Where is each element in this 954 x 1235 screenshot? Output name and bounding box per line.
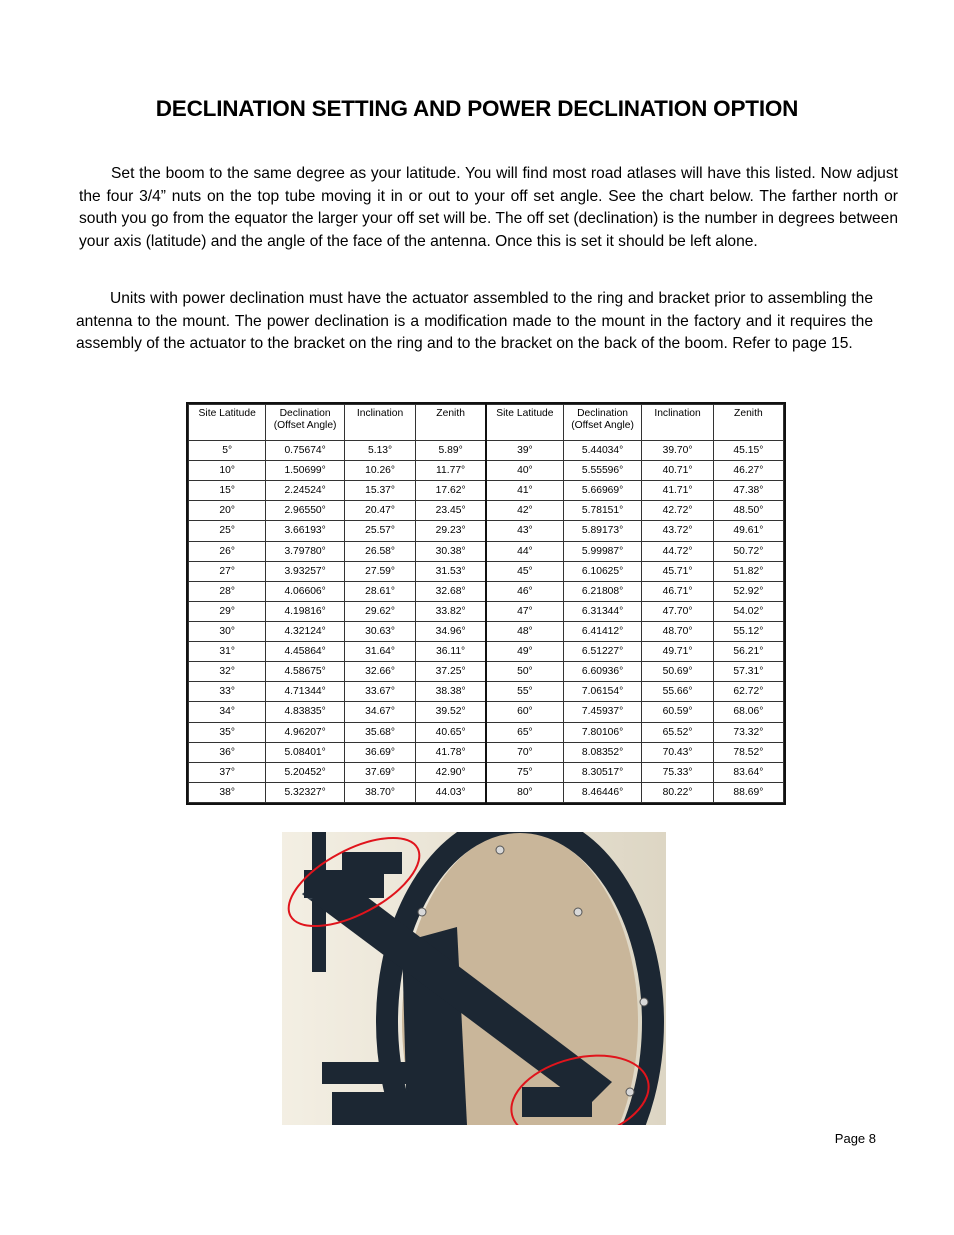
table-cell: 47° — [486, 601, 563, 621]
table-cell: 8.46446° — [563, 782, 642, 802]
table-cell: 5.89° — [416, 441, 486, 461]
page-number: Page 8 — [834, 1131, 876, 1146]
table-cell: 27° — [189, 561, 266, 581]
table-cell: 47.70° — [642, 601, 713, 621]
table-cell: 2.96550° — [266, 501, 345, 521]
table-cell: 7.06154° — [563, 682, 642, 702]
table-cell: 44.03° — [416, 782, 486, 802]
table-cell: 31° — [189, 642, 266, 662]
table-cell: 39.70° — [642, 441, 713, 461]
table-cell: 36.11° — [416, 642, 486, 662]
table-cell: 17.62° — [416, 481, 486, 501]
table-cell: 5.20452° — [266, 762, 345, 782]
table-cell: 55.12° — [713, 621, 783, 641]
table-cell: 49° — [486, 642, 563, 662]
table-cell: 33.67° — [344, 682, 415, 702]
table-cell: 5.32327° — [266, 782, 345, 802]
table-cell: 38.70° — [344, 782, 415, 802]
table-cell: 37.69° — [344, 762, 415, 782]
table-cell: 5.55596° — [563, 461, 642, 481]
header-declination: Declination (Offset Angle) — [563, 405, 642, 441]
table-cell: 35.68° — [344, 722, 415, 742]
header-zenith: Zenith — [713, 405, 783, 441]
table-cell: 83.64° — [713, 762, 783, 782]
table-cell: 5.66969° — [563, 481, 642, 501]
table-cell: 60.59° — [642, 702, 713, 722]
table-cell: 31.53° — [416, 561, 486, 581]
table-cell: 52.92° — [713, 581, 783, 601]
table-cell: 47.38° — [713, 481, 783, 501]
header-site-latitude: Site Latitude — [486, 405, 563, 441]
table-row — [189, 662, 784, 682]
table-cell: 26.58° — [344, 541, 415, 561]
table-cell: 6.10625° — [563, 561, 642, 581]
table-cell: 36.69° — [344, 742, 415, 762]
table-cell: 38.38° — [416, 682, 486, 702]
table-cell: 3.66193° — [266, 521, 345, 541]
table-cell: 51.82° — [713, 561, 783, 581]
table-cell: 50.72° — [713, 541, 783, 561]
table-cell: 65° — [486, 722, 563, 742]
table-row — [189, 762, 784, 782]
table-row — [189, 742, 784, 762]
header-declination: Declination (Offset Angle) — [266, 405, 345, 441]
paragraph-power-declination: Units with power declination must have the actuator assembled to the ring and bracket prior to assembling the antenna to the mount. The power declination is a modification made to the mount in the factory and it requires the assembly of the actuator to the bracket on the ring and to the bracket on the back of the boom. Refer to page 15. — [76, 290, 873, 353]
table-cell: 23.45° — [416, 501, 486, 521]
table-cell: 3.93257° — [266, 561, 345, 581]
table-cell: 46.27° — [713, 461, 783, 481]
table-cell: 45.15° — [713, 441, 783, 461]
table-cell: 50° — [486, 662, 563, 682]
table-cell: 42.72° — [642, 501, 713, 521]
table-cell: 88.69° — [713, 782, 783, 802]
table-cell: 7.80106° — [563, 722, 642, 742]
table-cell: 25° — [189, 521, 266, 541]
table-cell: 70° — [486, 742, 563, 762]
table-row — [189, 561, 784, 581]
table-cell: 4.45864° — [266, 642, 345, 662]
table-cell: 35° — [189, 722, 266, 742]
table-cell: 34.67° — [344, 702, 415, 722]
table-cell: 4.32124° — [266, 621, 345, 641]
table-cell: 32.66° — [344, 662, 415, 682]
table-cell: 1.50699° — [266, 461, 345, 481]
table-cell: 46.71° — [642, 581, 713, 601]
table-row — [189, 581, 784, 601]
table-cell: 41.78° — [416, 742, 486, 762]
table-cell: 8.30517° — [563, 762, 642, 782]
table-cell: 54.02° — [713, 601, 783, 621]
table-cell: 57.31° — [713, 662, 783, 682]
table-cell: 15.37° — [344, 481, 415, 501]
table-cell: 42.90° — [416, 762, 486, 782]
table-cell: 34° — [189, 702, 266, 722]
header-inclination: Inclination — [642, 405, 713, 441]
paragraph-declination-setting: Set the boom to the same degree as your latitude. You will find most road atlases will have this listed. Now adjust the four 3/4” nuts on the top tube moving it in or out to your off set angle. See the chart below. The farther north or south you go from the equator the larger your off set will be. The off set (declination) is the number in degrees between your axis (latitude) and the angle of the face of the antenna. Once this is set it should be left alone. — [79, 165, 898, 250]
table-cell: 30° — [189, 621, 266, 641]
table-cell: 78.52° — [713, 742, 783, 762]
table-cell: 28° — [189, 581, 266, 601]
table-cell: 28.61° — [344, 581, 415, 601]
table-cell: 55.66° — [642, 682, 713, 702]
table-cell: 80.22° — [642, 782, 713, 802]
table-cell: 33° — [189, 682, 266, 702]
table-cell: 36° — [189, 742, 266, 762]
table-cell: 48.50° — [713, 501, 783, 521]
table-cell: 6.60936° — [563, 662, 642, 682]
table-cell: 44° — [486, 541, 563, 561]
table-cell: 43° — [486, 521, 563, 541]
table-cell: 11.77° — [416, 461, 486, 481]
table-cell: 75.33° — [642, 762, 713, 782]
header-inclination: Inclination — [344, 405, 415, 441]
table-cell: 10° — [189, 461, 266, 481]
table-cell: 4.06606° — [266, 581, 345, 601]
table-cell: 75° — [486, 762, 563, 782]
page-title: DECLINATION SETTING AND POWER DECLINATION OPTION — [155, 96, 799, 121]
table-cell: 43.72° — [642, 521, 713, 541]
table-cell: 56.21° — [713, 642, 783, 662]
table-row — [189, 541, 784, 561]
header-zenith: Zenith — [416, 405, 486, 441]
table-cell: 4.83835° — [266, 702, 345, 722]
table-cell: 60° — [486, 702, 563, 722]
table-cell: 65.52° — [642, 722, 713, 742]
table-cell: 7.45937° — [563, 702, 642, 722]
table-cell: 10.26° — [344, 461, 415, 481]
table-cell: 48.70° — [642, 621, 713, 641]
table-cell: 32.68° — [416, 581, 486, 601]
table-cell: 50.69° — [642, 662, 713, 682]
table-cell: 5.89173° — [563, 521, 642, 541]
table-row — [189, 682, 784, 702]
table-cell: 55° — [486, 682, 563, 702]
table-cell: 41.71° — [642, 481, 713, 501]
header-site-latitude: Site Latitude — [189, 405, 266, 441]
table-row — [189, 501, 784, 521]
table-row — [189, 782, 784, 802]
table-cell: 30.38° — [416, 541, 486, 561]
table-cell: 80° — [486, 782, 563, 802]
table-cell: 32° — [189, 662, 266, 682]
table-cell: 2.24524° — [266, 481, 345, 501]
table-cell: 40.71° — [642, 461, 713, 481]
table-cell: 6.51227° — [563, 642, 642, 662]
table-cell: 68.06° — [713, 702, 783, 722]
table-cell: 26° — [189, 541, 266, 561]
table-cell: 5.13° — [344, 441, 415, 461]
table-cell: 5.44034° — [563, 441, 642, 461]
table-cell: 40.65° — [416, 722, 486, 742]
table-body — [189, 441, 784, 803]
table-row — [189, 621, 784, 641]
table-cell: 39.52° — [416, 702, 486, 722]
table-cell: 4.19816° — [266, 601, 345, 621]
table-cell: 20° — [189, 501, 266, 521]
table-cell: 20.47° — [344, 501, 415, 521]
antenna-mount-image — [282, 832, 666, 1125]
table-cell: 15° — [189, 481, 266, 501]
table-row — [189, 461, 784, 481]
table-cell: 45° — [486, 561, 563, 581]
table-cell: 29.62° — [344, 601, 415, 621]
table-row — [189, 481, 784, 501]
table-cell: 49.61° — [713, 521, 783, 541]
table-cell: 4.96207° — [266, 722, 345, 742]
table-cell: 31.64° — [344, 642, 415, 662]
table-cell: 37° — [189, 762, 266, 782]
table-cell: 30.63° — [344, 621, 415, 641]
table-cell: 4.58675° — [266, 662, 345, 682]
table-cell: 45.71° — [642, 561, 713, 581]
table-cell: 33.82° — [416, 601, 486, 621]
table-cell: 27.59° — [344, 561, 415, 581]
table-cell: 44.72° — [642, 541, 713, 561]
table-cell: 29° — [189, 601, 266, 621]
table-cell: 42° — [486, 501, 563, 521]
table-cell: 29.23° — [416, 521, 486, 541]
table-cell: 5.08401° — [266, 742, 345, 762]
declination-table — [186, 402, 786, 805]
table-cell: 70.43° — [642, 742, 713, 762]
antenna-mount-photo — [282, 832, 666, 1125]
table-cell: 5° — [189, 441, 266, 461]
table-cell: 25.57° — [344, 521, 415, 541]
table-cell: 6.31344° — [563, 601, 642, 621]
table-cell: 34.96° — [416, 621, 486, 641]
table-cell: 8.08352° — [563, 742, 642, 762]
table-cell: 6.21808° — [563, 581, 642, 601]
table-cell: 48° — [486, 621, 563, 641]
table-cell: 62.72° — [713, 682, 783, 702]
table-row — [189, 642, 784, 662]
table-cell: 49.71° — [642, 642, 713, 662]
table-cell: 5.99987° — [563, 541, 642, 561]
table-cell: 5.78151° — [563, 501, 642, 521]
table-cell: 40° — [486, 461, 563, 481]
table-cell: 3.79780° — [266, 541, 345, 561]
table-row — [189, 521, 784, 541]
table-cell: 38° — [189, 782, 266, 802]
table-cell: 37.25° — [416, 662, 486, 682]
table-cell: 0.75674° — [266, 441, 345, 461]
table-row — [189, 722, 784, 742]
table-cell: 46° — [486, 581, 563, 601]
table-cell: 4.71344° — [266, 682, 345, 702]
table-cell: 6.41412° — [563, 621, 642, 641]
table-row — [189, 441, 784, 461]
table-cell: 39° — [486, 441, 563, 461]
table-header-row — [189, 405, 784, 441]
table-row — [189, 601, 784, 621]
table-cell: 73.32° — [713, 722, 783, 742]
table-cell: 41° — [486, 481, 563, 501]
table-row — [189, 702, 784, 722]
